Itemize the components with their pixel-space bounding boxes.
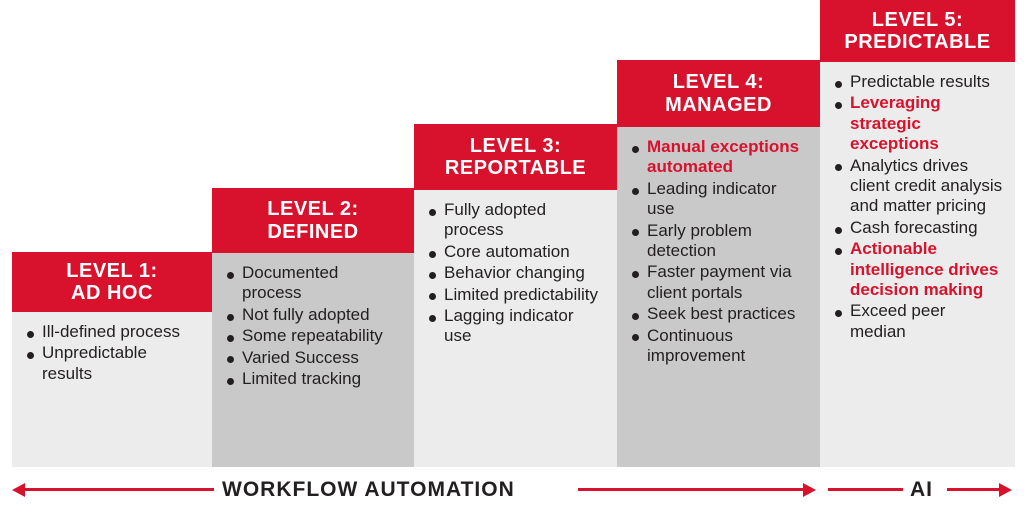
ai-label: AI xyxy=(910,478,933,501)
level-column-1 xyxy=(12,252,212,467)
list-item: Seek best practices xyxy=(631,304,808,324)
level-5-title-line-2: PREDICTABLE xyxy=(844,31,991,53)
footer-axis xyxy=(0,461,1024,513)
list-item: Exceed peer median xyxy=(834,301,1003,342)
workflow-arrow-line-right xyxy=(578,488,806,491)
level-3-title-line-1: LEVEL 3: xyxy=(469,134,562,157)
level-3-body xyxy=(414,190,617,467)
level-column-2 xyxy=(212,188,414,467)
level-3-items xyxy=(428,200,605,347)
list-item: Documented process xyxy=(226,263,402,304)
level-1-header xyxy=(12,252,212,312)
level-2-items xyxy=(226,263,402,389)
list-item: Ill-defined process xyxy=(26,322,200,342)
level-2-body xyxy=(212,253,414,467)
list-item: Continuous improvement xyxy=(631,326,808,367)
workflow-automation-label: WORKFLOW AUTOMATION xyxy=(222,478,515,501)
level-5-items xyxy=(834,72,1003,342)
level-1-body xyxy=(12,312,212,467)
level-4-items xyxy=(631,137,808,366)
list-item: Not fully adopted xyxy=(226,305,402,325)
list-item: Limited tracking xyxy=(226,369,402,389)
list-item: Varied Success xyxy=(226,348,402,368)
level-4-body xyxy=(617,127,820,467)
level-4-title-line-1: LEVEL 4: xyxy=(672,71,765,94)
level-2-title-line-1: LEVEL 2: xyxy=(267,198,359,221)
workflow-arrow-line-left xyxy=(24,488,214,491)
list-item: Limited predictability xyxy=(428,285,605,305)
level-3-title-line-2: REPORTABLE xyxy=(444,157,587,179)
ai-arrow-head-right xyxy=(999,483,1012,497)
level-5-header xyxy=(820,0,1015,62)
level-1-title-line-1: LEVEL 1: xyxy=(66,259,158,282)
workflow-arrow-head-right xyxy=(803,483,816,497)
ai-arrow-line-left xyxy=(828,488,903,491)
list-item: Fully adopted process xyxy=(428,200,605,241)
level-3-header xyxy=(414,124,617,190)
level-2-title-line-2: DEFINED xyxy=(267,220,359,243)
list-item: Behavior changing xyxy=(428,263,605,283)
list-item: Manual exceptions automated xyxy=(631,137,808,178)
list-item: Some repeatability xyxy=(226,326,402,346)
level-column-3 xyxy=(414,124,617,467)
level-4-title-line-2: MANAGED xyxy=(665,93,772,116)
level-5-body xyxy=(820,62,1015,467)
list-item: Faster payment via client portals xyxy=(631,262,808,303)
list-item: Leading indicator use xyxy=(631,179,808,220)
level-2-header xyxy=(212,188,414,253)
list-item: Unpredictable results xyxy=(26,343,200,384)
list-item: Analytics drives client credit analysis and matter pricing xyxy=(834,156,1003,217)
level-4-header xyxy=(617,60,820,127)
list-item: Cash forecasting xyxy=(834,218,1003,238)
list-item: Leveraging strategic exceptions xyxy=(834,93,1003,154)
list-item: Early problem detection xyxy=(631,221,808,262)
list-item: Actionable intelligence drives decision making xyxy=(834,239,1003,300)
level-5-title-line-1: LEVEL 5: xyxy=(871,8,964,31)
level-1-items xyxy=(26,322,200,384)
list-item: Lagging indicator use xyxy=(428,306,605,347)
ai-arrow-line-right xyxy=(947,488,1002,491)
list-item: Predictable results xyxy=(834,72,1003,92)
level-column-4 xyxy=(617,60,820,467)
list-item: Core automation xyxy=(428,242,605,262)
level-column-5 xyxy=(820,0,1015,467)
level-1-title-line-2: AD HOC xyxy=(71,282,153,304)
